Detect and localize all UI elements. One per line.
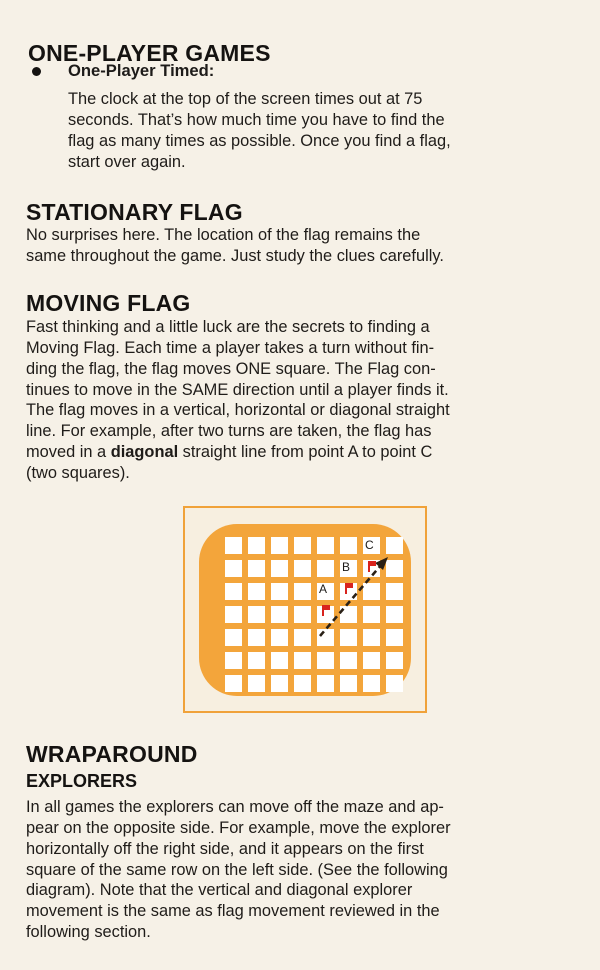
grid-square bbox=[248, 629, 265, 646]
grid-square bbox=[294, 560, 311, 577]
grid-square bbox=[317, 629, 334, 646]
moving-line-7 bbox=[26, 442, 432, 463]
moving-line-7-post: straight line from point A to point C bbox=[178, 443, 433, 461]
grid-square bbox=[248, 583, 265, 600]
bullet-dot bbox=[32, 67, 41, 76]
wraparound-line-2: pear on the opposite side. For example, move the explorer bbox=[26, 819, 451, 837]
wraparound-line-4: square of the same row on the left side. (See the following bbox=[26, 861, 448, 879]
grid-square bbox=[271, 537, 288, 554]
grid-square bbox=[294, 606, 311, 623]
point-label-a: A bbox=[319, 582, 328, 596]
moving-line-7-pre: moved in a bbox=[26, 443, 111, 461]
stationary-line-2: same throughout the game. Just study the clues carefully. bbox=[26, 247, 444, 265]
grid-square bbox=[225, 629, 242, 646]
grid-square bbox=[386, 583, 403, 600]
subheading-explorers: EXPLORERS bbox=[26, 771, 138, 791]
one-player-line-3: flag as many times as possible. Once you find a flag, bbox=[68, 132, 451, 150]
grid-square bbox=[225, 606, 242, 623]
grid-square bbox=[363, 629, 380, 646]
grid-square bbox=[363, 652, 380, 669]
grid-square bbox=[225, 675, 242, 692]
diagram-svg bbox=[185, 508, 425, 711]
heading-wraparound: WRAPAROUND bbox=[26, 741, 198, 767]
moving-line-5: The flag moves in a vertical, horizontal or diagonal straight bbox=[26, 401, 450, 419]
wraparound-line-5: diagram). Note that the vertical and diagonal explorer bbox=[26, 881, 413, 899]
heading-moving-flag: MOVING FLAG bbox=[26, 290, 191, 316]
grid-square bbox=[386, 537, 403, 554]
grid-square bbox=[386, 629, 403, 646]
grid-square bbox=[225, 537, 242, 554]
grid-square bbox=[363, 583, 380, 600]
grid-square bbox=[225, 583, 242, 600]
one-player-line-4: start over again. bbox=[68, 153, 186, 171]
grid-square bbox=[225, 652, 242, 669]
grid-square bbox=[363, 675, 380, 692]
grid-square bbox=[386, 560, 403, 577]
grid-square bbox=[317, 675, 334, 692]
moving-line-8: (two squares). bbox=[26, 464, 130, 482]
point-label-c: C bbox=[365, 538, 374, 552]
grid-square bbox=[317, 560, 334, 577]
one-player-line-2: seconds. That’s how much time you have to find the bbox=[68, 111, 445, 129]
grid-square bbox=[340, 629, 357, 646]
grid-square bbox=[248, 537, 265, 554]
grid-square bbox=[271, 652, 288, 669]
grid-square bbox=[294, 652, 311, 669]
one-player-timed-label: One-Player Timed: bbox=[68, 61, 215, 80]
grid-square bbox=[248, 675, 265, 692]
heading-stationary-flag: STATIONARY FLAG bbox=[26, 199, 243, 225]
moving-line-6: line. For example, after two turns are taken, the flag has bbox=[26, 422, 432, 440]
grid-square bbox=[294, 675, 311, 692]
grid-square bbox=[340, 652, 357, 669]
wraparound-line-7: following section. bbox=[26, 923, 151, 941]
stationary-line-1: No surprises here. The location of the flag remains the bbox=[26, 226, 421, 244]
grid-square bbox=[386, 606, 403, 623]
wraparound-line-6: movement is the same as flag movement reviewed in the bbox=[26, 902, 440, 920]
moving-line-1: Fast thinking and a little luck are the secrets to finding a bbox=[26, 318, 430, 336]
grid-square bbox=[363, 606, 380, 623]
grid-square bbox=[317, 537, 334, 554]
grid-square bbox=[271, 583, 288, 600]
grid-square bbox=[340, 537, 357, 554]
grid-square bbox=[386, 652, 403, 669]
grid-square bbox=[294, 583, 311, 600]
wraparound-line-3: horizontally off the right side, and it appears on the first bbox=[26, 840, 424, 858]
wraparound-line-1: In all games the explorers can move off the maze and ap- bbox=[26, 798, 444, 816]
grid-square bbox=[248, 606, 265, 623]
grid-square bbox=[294, 629, 311, 646]
moving-line-4: tinues to move in the SAME direction until a player finds it. bbox=[26, 381, 449, 399]
moving-line-2: Moving Flag. Each time a player takes a turn without fin- bbox=[26, 339, 435, 357]
grid-square bbox=[225, 560, 242, 577]
grid-square bbox=[271, 606, 288, 623]
one-player-line-1: The clock at the top of the screen times out at 75 bbox=[68, 90, 423, 108]
grid-square bbox=[340, 675, 357, 692]
grid-square bbox=[271, 675, 288, 692]
grid-square bbox=[248, 652, 265, 669]
moving-line-7-bold: diagonal bbox=[110, 443, 179, 461]
heading-one-player-games: ONE-PLAYER GAMES bbox=[28, 40, 271, 66]
grid-square bbox=[248, 560, 265, 577]
grid-square bbox=[317, 652, 334, 669]
grid-square bbox=[271, 560, 288, 577]
moving-line-3: ding the flag, the flag moves ONE square. The Flag con- bbox=[26, 360, 436, 378]
grid-square bbox=[294, 537, 311, 554]
moving-flag-diagram bbox=[183, 506, 427, 713]
grid-square bbox=[386, 675, 403, 692]
grid-square bbox=[271, 629, 288, 646]
point-label-b: B bbox=[342, 560, 351, 574]
